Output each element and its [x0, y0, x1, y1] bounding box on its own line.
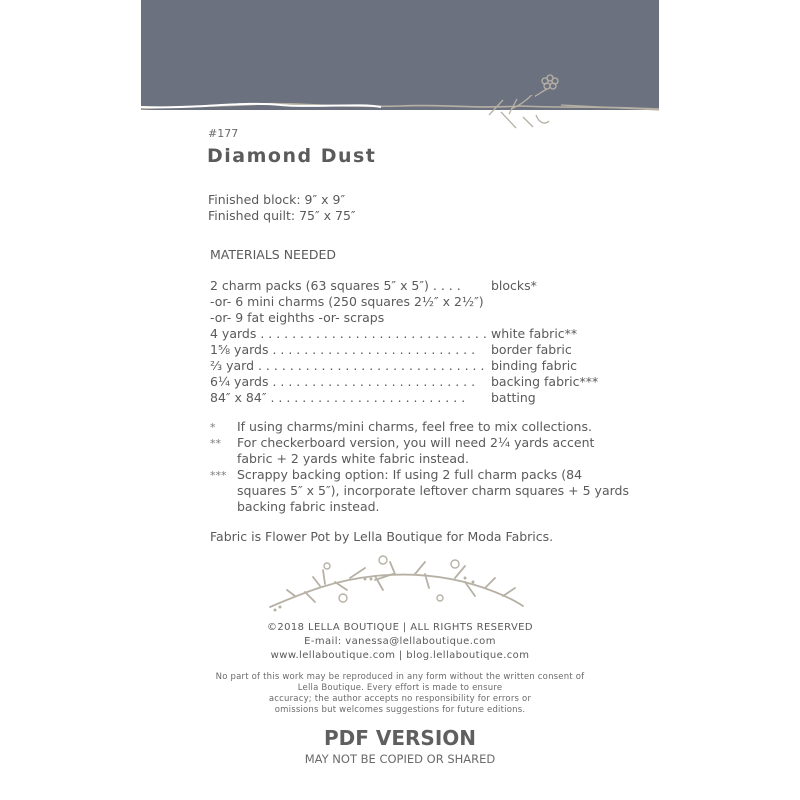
footnote-text: [237, 419, 592, 435]
header-band: [141, 0, 659, 110]
footnote-line: If using charms/mini charms, feel free to mix collections.: [237, 419, 592, 434]
footnote-line: backing fabric instead.: [237, 499, 380, 514]
pattern-number: #177: [208, 127, 239, 140]
pdf-version-subtitle: MAY NOT BE COPIED OR SHARED: [304, 752, 496, 766]
websites-line[interactable]: www.lellaboutique.com | blog.lellaboutique.com: [270, 650, 530, 661]
disclaimer-line: accuracy; the author accepts no responsibility for errors or: [268, 694, 532, 704]
material-amount: -or- 6 mini charms (250 squares 2½″ x 2½″): [210, 294, 484, 309]
material-amount: ⅔ yard . . . . . . . . . . . . . . . . . . . . . . . . . . . . .: [210, 358, 485, 373]
material-amount: 4 yards . . . . . . . . . . . . . . . . . . . . . . . . . . . . .: [210, 326, 487, 341]
footnote-text: [237, 435, 594, 467]
material-use: batting: [491, 390, 536, 405]
pdf-version-title: PDF VERSION: [323, 726, 476, 750]
material-amount: 2 charm packs (63 squares 5″ x 5″) . . . .: [210, 278, 461, 293]
finished-quilt: Finished quilt: 75″ x 75″: [208, 208, 356, 223]
material-use: border fabric: [491, 342, 572, 357]
footnote-line: For checkerboard version, you will need 2¼ yards accent: [237, 435, 595, 450]
footnote-line: squares 5″ x 5″), incorporate leftover charm squares + 5 yards: [237, 483, 629, 498]
floral-vine-icon: [265, 552, 530, 612]
material-amount: 84″ x 84″ . . . . . . . . . . . . . . . . . . . . . . . . .: [210, 390, 466, 405]
flower-sprig-icon: [141, 95, 659, 130]
footnote-line: fabric + 2 yards white fabric instead.: [237, 451, 469, 466]
footnote-mark: ***: [210, 469, 227, 482]
footnote-mark: *: [210, 421, 216, 434]
disclaimer-line: Lella Boutique. Every effort is made to ensure: [297, 683, 503, 693]
finished-block: Finished block: 9″ x 9″: [208, 192, 346, 207]
copyright-block: [0, 621, 800, 663]
material-use: backing fabric***: [491, 374, 599, 389]
email-line[interactable]: E-mail: vanessa@lellaboutique.com: [304, 636, 496, 647]
pattern-title: Diamond Dust: [207, 145, 377, 167]
disclaimer-line: No part of this work may be reproduced in any form without the written consent of: [215, 672, 585, 682]
footnote-text: [237, 467, 629, 515]
fabric-line: Fabric is Flower Pot by Lella Boutique for Moda Fabrics.: [210, 529, 554, 544]
disclaimer-line: omissions but welcomes suggestions for future editions.: [274, 705, 526, 715]
flower-icon: [535, 70, 565, 98]
footnote-line: Scrappy backing option: If using 2 full charm packs (84: [237, 467, 583, 482]
disclaimer: [0, 672, 800, 716]
material-amount: -or- 9 fat eighths -or- scraps: [210, 310, 385, 325]
material-use: binding fabric: [491, 358, 578, 373]
footnote-mark: **: [210, 437, 221, 450]
material-use: white fabric**: [491, 326, 578, 341]
finished-sizes: [208, 192, 356, 224]
material-amount: 1⅝ yards . . . . . . . . . . . . . . . . . . . . . . . . . .: [210, 342, 476, 357]
materials-heading: MATERIALS NEEDED: [210, 247, 336, 262]
material-amount: 6¼ yards . . . . . . . . . . . . . . . . . . . . . . . . . .: [210, 374, 476, 389]
material-use: blocks*: [491, 278, 537, 293]
copyright-line: ©2018 LELLA BOUTIQUE | ALL RIGHTS RESERVED: [266, 622, 534, 633]
